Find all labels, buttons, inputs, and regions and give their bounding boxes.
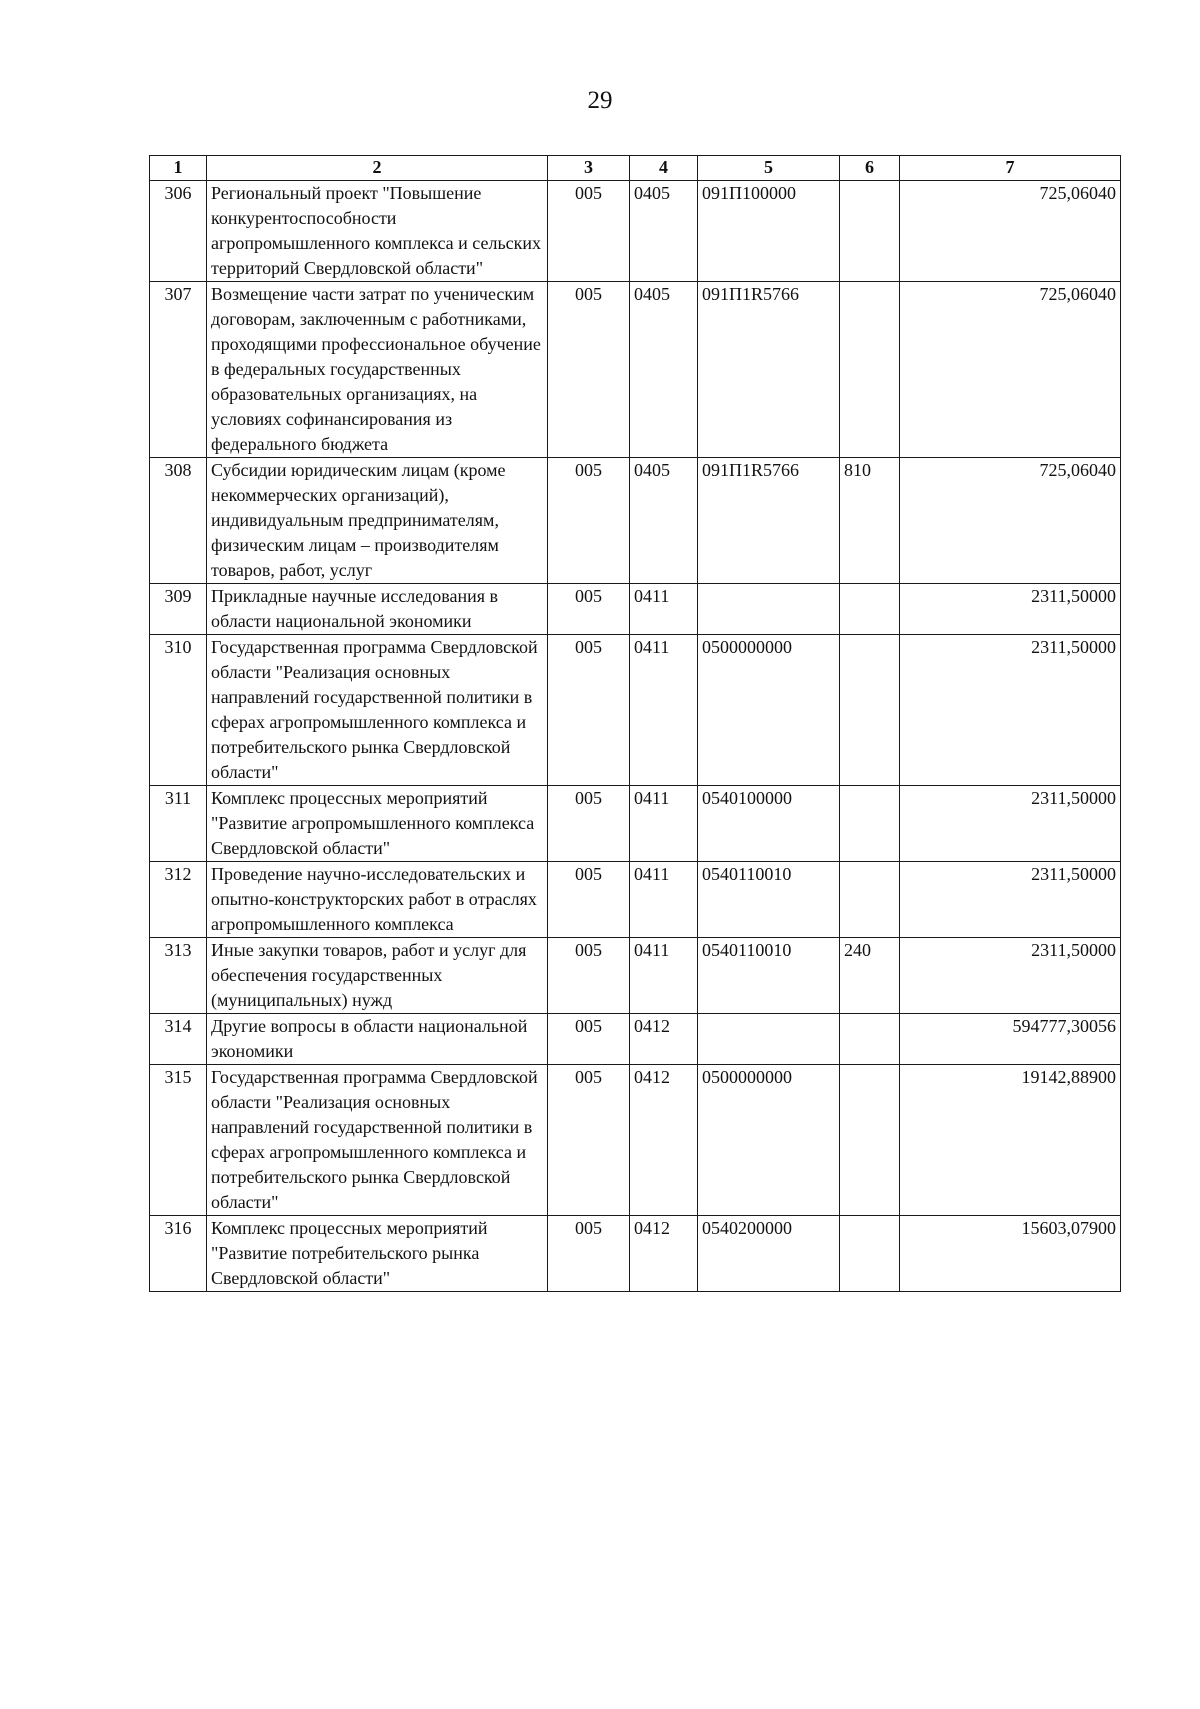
row-sum: 2311,50000	[900, 862, 1121, 938]
row-name: Государственная программа Свердловской области "Реализация основных направлений государственной политики в сферах агропромышленного комплекса и потребительского рынка Свердловской области"	[207, 1065, 548, 1216]
header-cell: 2	[207, 156, 548, 181]
header-cell: 7	[900, 156, 1121, 181]
row-admin-code: 005	[548, 1065, 630, 1216]
row-number: 310	[150, 635, 207, 786]
row-number: 314	[150, 1014, 207, 1065]
row-target-code: 0500000000	[698, 635, 840, 786]
row-section-code: 0412	[630, 1216, 698, 1292]
row-admin-code: 005	[548, 862, 630, 938]
table-row	[150, 1065, 1121, 1216]
row-name: Другие вопросы в области национальной экономики	[207, 1014, 548, 1065]
row-section-code: 0405	[630, 458, 698, 584]
row-name: Иные закупки товаров, работ и услуг для обеспечения государственных (муниципальных) нужд	[207, 938, 548, 1014]
row-target-code: 0540200000	[698, 1216, 840, 1292]
row-number: 313	[150, 938, 207, 1014]
row-name: Субсидии юридическим лицам (кроме некоммерческих организаций), индивидуальным предпринимателям, физическим лицам – производителям товаров, работ, услуг	[207, 458, 548, 584]
row-name: Комплекс процессных мероприятий "Развитие потребительского рынка Свердловской области"	[207, 1216, 548, 1292]
row-section-code: 0405	[630, 282, 698, 458]
row-type-code	[840, 1065, 900, 1216]
row-type-code	[840, 1216, 900, 1292]
row-name: Проведение научно-исследовательских и опытно-конструкторских работ в отраслях агропромышленного комплекса	[207, 862, 548, 938]
row-number: 307	[150, 282, 207, 458]
table-row	[150, 786, 1121, 862]
row-type-code: 810	[840, 458, 900, 584]
row-name: Возмещение части затрат по ученическим договорам, заключенным с работниками, проходящими профессиональное обучение в федеральных государственных образовательных организациях, на условиях софинансирования из федерального бюджета	[207, 282, 548, 458]
row-target-code: 0540110010	[698, 938, 840, 1014]
table-row	[150, 1014, 1121, 1065]
row-target-code	[698, 1014, 840, 1065]
row-target-code	[698, 584, 840, 635]
row-admin-code: 005	[548, 786, 630, 862]
row-section-code: 0405	[630, 181, 698, 282]
row-section-code: 0411	[630, 635, 698, 786]
row-section-code: 0412	[630, 1065, 698, 1216]
table-row	[150, 458, 1121, 584]
row-admin-code: 005	[548, 1216, 630, 1292]
row-number: 306	[150, 181, 207, 282]
row-target-code: 0500000000	[698, 1065, 840, 1216]
row-name: Государственная программа Свердловской области "Реализация основных направлений государственной политики в сферах агропромышленного комплекса и потребительского рынка Свердловской области"	[207, 635, 548, 786]
table-row	[150, 938, 1121, 1014]
table-row	[150, 1216, 1121, 1292]
row-admin-code: 005	[548, 584, 630, 635]
row-admin-code: 005	[548, 458, 630, 584]
row-admin-code: 005	[548, 635, 630, 786]
row-type-code	[840, 786, 900, 862]
row-sum: 2311,50000	[900, 938, 1121, 1014]
row-target-code: 091П1R5766	[698, 458, 840, 584]
row-admin-code: 005	[548, 181, 630, 282]
row-number: 316	[150, 1216, 207, 1292]
row-target-code: 091П1R5766	[698, 282, 840, 458]
row-sum: 725,06040	[900, 181, 1121, 282]
row-sum: 15603,07900	[900, 1216, 1121, 1292]
row-admin-code: 005	[548, 938, 630, 1014]
row-target-code: 0540110010	[698, 862, 840, 938]
table-row	[150, 635, 1121, 786]
header-row	[150, 156, 1121, 181]
row-section-code: 0411	[630, 862, 698, 938]
header-cell: 5	[698, 156, 840, 181]
row-sum: 2311,50000	[900, 635, 1121, 786]
row-section-code: 0411	[630, 938, 698, 1014]
row-type-code	[840, 1014, 900, 1065]
row-target-code: 0540100000	[698, 786, 840, 862]
table-row	[150, 282, 1121, 458]
row-section-code: 0411	[630, 786, 698, 862]
budget-table	[149, 155, 1121, 1292]
row-number: 309	[150, 584, 207, 635]
header-cell: 4	[630, 156, 698, 181]
header-cell: 6	[840, 156, 900, 181]
row-type-code	[840, 181, 900, 282]
row-admin-code: 005	[548, 282, 630, 458]
row-sum: 725,06040	[900, 282, 1121, 458]
row-sum: 725,06040	[900, 458, 1121, 584]
row-admin-code: 005	[548, 1014, 630, 1065]
row-type-code	[840, 282, 900, 458]
table-row	[150, 862, 1121, 938]
row-name: Региональный проект "Повышение конкурентоспособности агропромышленного комплекса и сельских территорий Свердловской области"	[207, 181, 548, 282]
row-sum: 2311,50000	[900, 786, 1121, 862]
row-type-code	[840, 635, 900, 786]
row-type-code	[840, 584, 900, 635]
row-sum: 2311,50000	[900, 584, 1121, 635]
row-sum: 594777,30056	[900, 1014, 1121, 1065]
table-row	[150, 584, 1121, 635]
row-section-code: 0412	[630, 1014, 698, 1065]
row-number: 308	[150, 458, 207, 584]
row-type-code	[840, 862, 900, 938]
row-sum: 19142,88900	[900, 1065, 1121, 1216]
row-number: 315	[150, 1065, 207, 1216]
row-name: Комплекс процессных мероприятий "Развитие агропромышленного комплекса Свердловской области"	[207, 786, 548, 862]
table-row	[150, 181, 1121, 282]
row-target-code: 091П100000	[698, 181, 840, 282]
header-cell: 3	[548, 156, 630, 181]
row-number: 311	[150, 786, 207, 862]
page-number: 29	[587, 87, 613, 114]
row-name: Прикладные научные исследования в области национальной экономики	[207, 584, 548, 635]
row-type-code: 240	[840, 938, 900, 1014]
row-section-code: 0411	[630, 584, 698, 635]
row-number: 312	[150, 862, 207, 938]
header-cell: 1	[150, 156, 207, 181]
